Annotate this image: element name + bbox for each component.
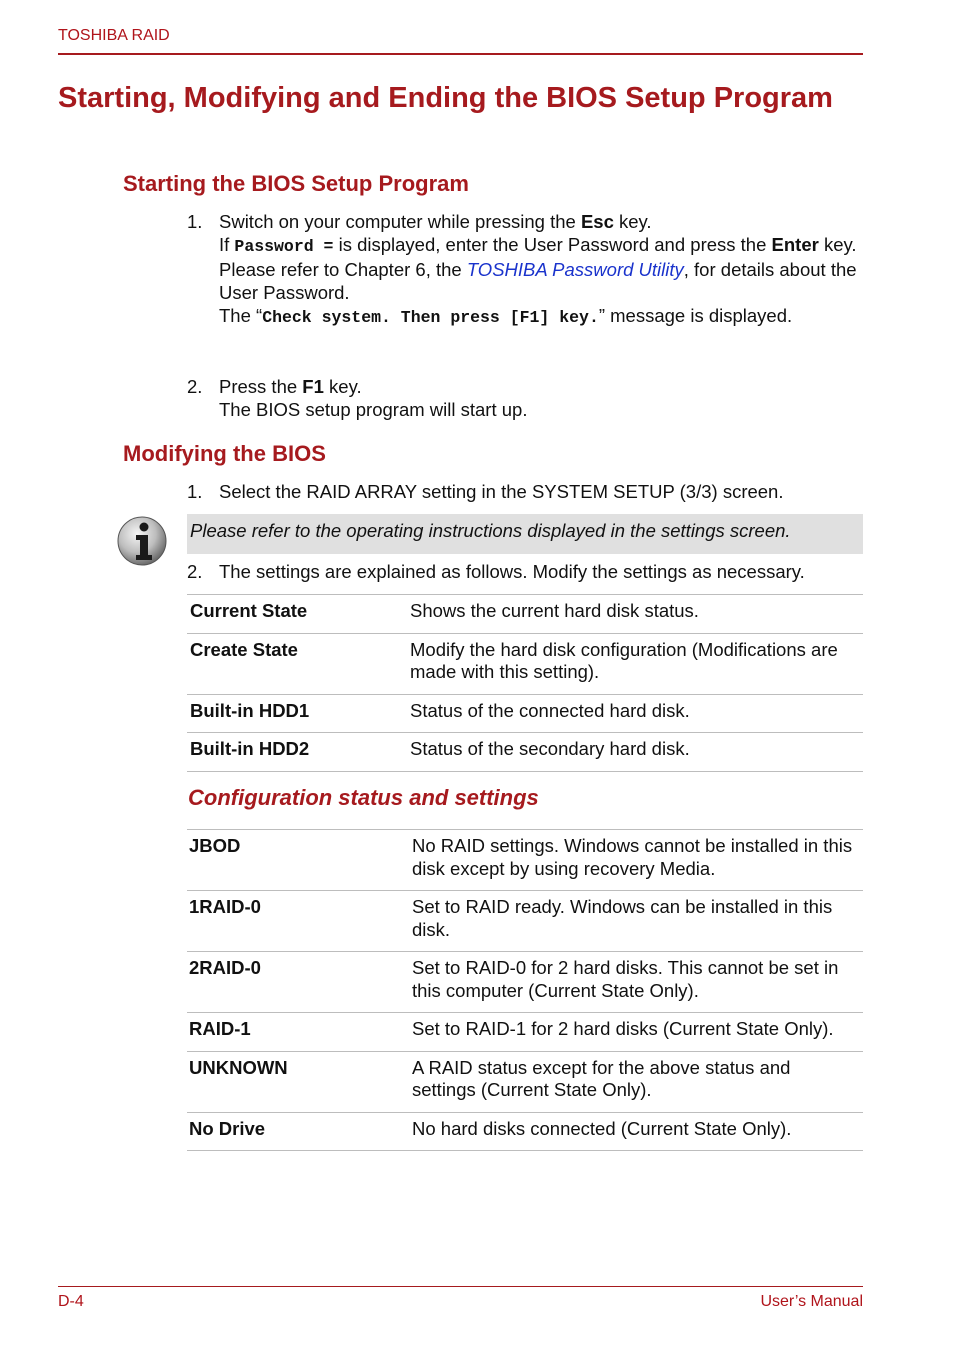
step-number: 1. <box>187 481 203 502</box>
step-text: Press the F1 key. The BIOS setup program will start up. <box>219 376 528 420</box>
table-row <box>187 695 863 734</box>
step-text: Select the RAID ARRAY setting in the SYSTEM SETUP (3/3) screen. <box>219 481 784 502</box>
configuration-status-table <box>187 829 863 1151</box>
status-term: UNKNOWN <box>189 1056 288 1078</box>
subsection-heading: Configuration status and settings <box>188 785 539 810</box>
status-term: 1RAID-0 <box>189 896 261 917</box>
table-row <box>187 634 863 695</box>
status-description: A RAID status except for the above status and settings (Current State Only). <box>412 1056 791 1100</box>
note-text: Please refer to the operating instructions displayed in the settings screen. <box>190 520 791 541</box>
setting-description: Modify the hard disk configuration (Modifications are made with this setting). <box>410 638 838 682</box>
status-description: No RAID settings. Windows cannot be installed in this disk except by using recovery Media. <box>412 835 853 879</box>
table-row <box>187 891 863 952</box>
setting-description: Shows the current hard disk status. <box>410 600 699 621</box>
footer-rule <box>58 1286 863 1287</box>
status-description: Set to RAID ready. Windows can be installed in this disk. <box>412 896 833 940</box>
toshiba-password-utility-link[interactable]: TOSHIBA Password Utility <box>466 259 684 280</box>
page-number: D-4 <box>58 1293 84 1310</box>
status-term: 2RAID-0 <box>189 957 261 978</box>
section-heading-starting: Starting the BIOS Setup Program <box>123 171 469 196</box>
footer-manual-title: User’s Manual <box>760 1293 863 1310</box>
setting-term: Built-in HDD2 <box>190 738 310 759</box>
table-row <box>187 830 863 891</box>
status-term: RAID-1 <box>189 1018 251 1039</box>
section-heading-modifying: Modifying the BIOS <box>123 441 326 466</box>
table-row <box>187 733 863 772</box>
setting-description: Status of the secondary hard disk. <box>410 738 690 759</box>
bios-settings-table <box>187 594 863 772</box>
setting-term: Current State <box>190 600 308 621</box>
step-number: 2. <box>187 561 203 582</box>
info-icon <box>116 515 168 567</box>
setting-term: Built-in HDD1 <box>190 699 310 721</box>
table-row <box>187 1052 863 1113</box>
step-text: The settings are explained as follows. Modify the settings as necessary. <box>219 561 805 582</box>
step-number: 1. <box>187 211 203 232</box>
table-row <box>187 1013 863 1052</box>
table-row <box>187 952 863 1013</box>
setting-description: Status of the connected hard disk. <box>410 699 690 721</box>
header-rule <box>58 53 863 55</box>
running-header: TOSHIBA RAID <box>58 27 170 44</box>
status-term: JBOD <box>189 835 241 856</box>
status-description: No hard disks connected (Current State Only). <box>412 1117 792 1139</box>
page-title: Starting, Modifying and Ending the BIOS Setup Program <box>58 82 833 114</box>
status-description: Set to RAID-0 for 2 hard disks. This cannot be set in this computer (Current State Only). <box>412 957 839 1001</box>
step-text: Switch on your computer while pressing the Esc key. If Password = is displayed, enter the User Password and press the Enter key. Please refer to Chapter 6, the TOSHIBA Password Utility, for details about the User Password. The “Check system. Then press [F1] key.” message is displayed. <box>219 211 857 327</box>
table-row <box>187 595 863 634</box>
setting-term: Create State <box>190 638 298 660</box>
table-row <box>187 1113 863 1152</box>
status-description: Set to RAID-1 for 2 hard disks (Current State Only). <box>412 1018 834 1039</box>
step-number: 2. <box>187 376 203 397</box>
status-term: No Drive <box>189 1117 266 1139</box>
